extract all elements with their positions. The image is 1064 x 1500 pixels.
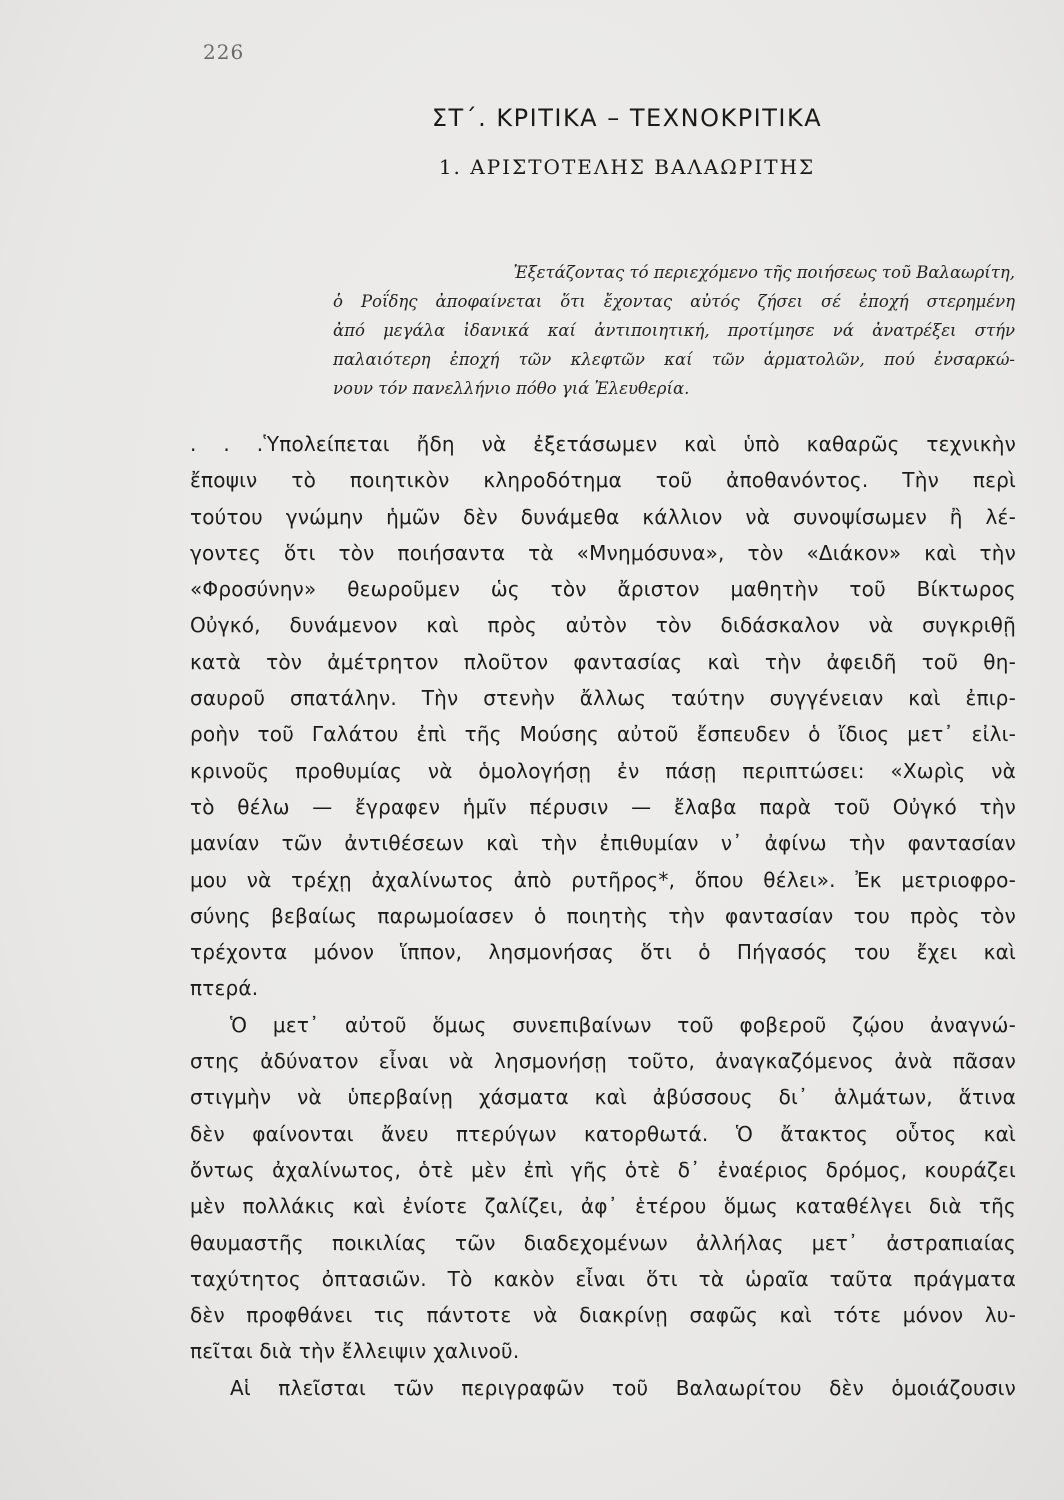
body-line: τούτου γνώμην ἡμῶν δὲν δυνάμεθα κάλλιον νὰ συνοψίσωμεν ἢ λέ-: [190, 504, 1016, 529]
body-line: μου νὰ τρέχῃ ἀχαλίνωτος ἀπὸ ρυτῆρος*, ὅπου θέλει». Ἐκ μετριοφρο-: [190, 867, 1016, 892]
body-line: κατὰ τὸν ἀμέτρητον πλοῦτον φαντασίας καὶ τὴν ἀφειδῆ τοῦ θη-: [190, 649, 1016, 674]
chapter-title: ΣΤ΄. ΚΡΙΤΙΚΑ – ΤΕΧΝΟΚΡΙΤΙΚΑ: [431, 104, 823, 132]
body-line: στιγμὴν νὰ ὑπερβαίνῃ χάσματα καὶ ἀβύσσους δι᾽ ἁλμάτων, ἅτινα: [190, 1085, 1016, 1110]
body-line: τὸ θέλω — ἔγραφεν ἡμῖν πέρυσιν — ἔλαβα παρὰ τοῦ Οὐγκό τὴν: [190, 794, 1016, 819]
page-number: 226: [203, 40, 245, 64]
body-line: δὲν φαίνονται ἄνευ πτερύγων κατορθωτά. Ὁ ἄτακτος οὗτος καὶ: [190, 1121, 1016, 1146]
body-line: πεῖται διὰ τὴν ἔλλειψιν χαλινοῦ.: [190, 1339, 520, 1364]
body-line: μανίαν τῶν ἀντιθέσεων καὶ τὴν ἐπιθυμίαν ν᾽ ἀφίνω τὴν φαντασίαν: [190, 831, 1016, 856]
section-title: 1. ΑΡΙΣΤΟΤΕΛΗΣ ΒΑΛΑΩΡΙΤΗΣ: [438, 155, 816, 179]
summary-paragraph: [333, 258, 1015, 403]
summary-line: παλαιότερη ἐποχή τῶν κλεφτῶν καί τῶν ἁρματολῶν, πού ἐνσαρκώ-: [333, 350, 1015, 369]
body-line: γοντες ὅτι τὸν ποιήσαντα τὰ «Μνημόσυνα», τὸν «Διάκον» καὶ τὴν: [190, 540, 1016, 565]
body-line: στης ἀδύνατον εἶναι νὰ λησμονήσῃ τοῦτο, ἀναγκαζόμενος ἀνὰ πᾶσαν: [190, 1049, 1016, 1074]
summary-line: Ἐξετάζοντας τό περιεχόμενο τῆς ποιήσεως τοῦ Βαλαωρίτη,: [513, 263, 1015, 282]
summary-line: ὁ Ροΐδης ἀποφαίνεται ὅτι ἔχοντας αὐτός ζήσει σέ ἐποχή στερημένη: [333, 292, 1015, 311]
body-line: σαυροῦ σπατάλην. Τὴν στενὴν ἄλλως ταύτην συγγένειαν καὶ ἐπιρ-: [190, 686, 1016, 711]
body-line: κρινοῦς προθυμίας νὰ ὁμολογήσῃ ἐν πάσῃ περιπτώσει: «Χωρὶς νὰ: [190, 758, 1016, 783]
body-line: Ὁ μετ᾽ αὐτοῦ ὅμως συνεπιβαίνων τοῦ φοβεροῦ ζῴου ἀναγνώ-: [230, 1012, 1016, 1037]
body-text: [190, 426, 1016, 1406]
body-line: ὄντως ἀχαλίνωτος, ὁτὲ μὲν ἐπὶ γῆς ὁτὲ δ᾽ ἐναέριος δρόμος, κουράζει: [190, 1157, 1016, 1182]
body-line: πτερά.: [190, 976, 259, 1001]
summary-line: ἀπό μεγάλα ἰδανικά καί ἀντιποιητική, προτίμησε νά ἀνατρέξει στήν: [333, 321, 1015, 340]
body-line: τρέχοντα μόνον ἵππον, λησμονήσας ὅτι ὁ Πήγασός του ἔχει καὶ: [190, 940, 1016, 965]
body-line: ἔποψιν τὸ ποιητικὸν κληροδότημα τοῦ ἀποθανόντος. Τὴν περὶ: [190, 468, 1016, 493]
body-line: Οὐγκό, δυνάμενον καὶ πρὸς αὐτὸν τὸν διδάσκαλον νὰ συγκριθῇ: [190, 613, 1016, 638]
body-line: μὲν πολλάκις καὶ ἐνίοτε ζαλίζει, ἀφ᾽ ἑτέρου ὅμως καταθέλγει διὰ τῆς: [190, 1194, 1016, 1219]
body-line: θαυμαστῆς ποικιλίας τῶν διαδεχομένων ἀλλήλας μετ᾽ ἀστραπιαίας: [190, 1230, 1016, 1255]
body-line: Αἱ πλεῖσται τῶν περιγραφῶν τοῦ Βαλαωρίτου δὲν ὁμοιάζουσιν: [230, 1375, 1016, 1400]
body-line: ροὴν τοῦ Γαλάτου ἐπὶ τῆς Μούσης αὐτοῦ ἔσπευδεν ὁ ἴδιος μετ᾽ εἰλι-: [190, 722, 1016, 747]
body-line: «Φροσύνην» θεωροῦμεν ὡς τὸν ἄριστον μαθητὴν τοῦ Βίκτωρος: [190, 577, 1016, 602]
body-line: σύνης βεβαίως παρωμοίασεν ὁ ποιητὴς τὴν φαντασίαν του πρὸς τὸν: [190, 903, 1016, 928]
body-line: . . .Ὑπολείπεται ἤδη νὰ ἐξετάσωμεν καὶ ὑπὸ καθαρῶς τεχνικὴν: [190, 432, 1016, 456]
summary-line: νουν τόν πανελλήνιο πόθο γιά Ἐλευθερία.: [333, 379, 690, 398]
body-line: δὲν προφθάνει τις πάντοτε νὰ διακρίνῃ σαφῶς καὶ τότε μόνον λυ-: [190, 1303, 1016, 1328]
body-line: ταχύτητος ὀπτασιῶν. Τὸ κακὸν εἶναι ὅτι τὰ ὡραῖα ταῦτα πράγματα: [190, 1266, 1016, 1291]
